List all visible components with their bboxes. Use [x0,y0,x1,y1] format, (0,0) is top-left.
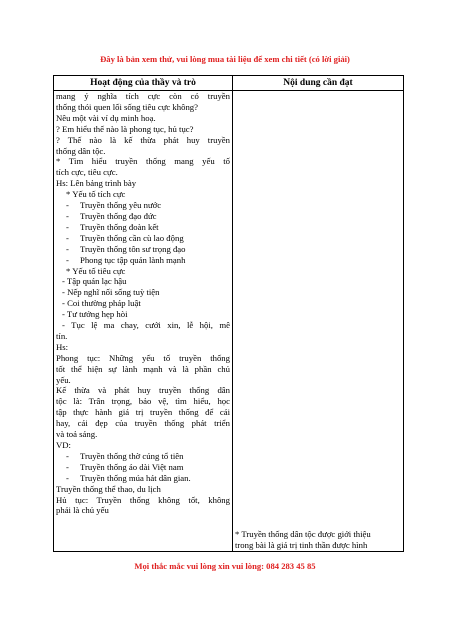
contact-banner: Mọi thắc mắc vui lòng xin vui lòng: 084 283 45 85 [134,561,316,571]
line-text: * Yếu tố tiêu cực [66,265,126,276]
text-line [56,211,230,222]
content-cell [233,91,404,552]
line-text: Truyền thống múa hát dân gian. [80,472,191,483]
text-line [56,484,230,495]
line-text: Truyền thống thờ cúng tổ tiên [80,450,184,461]
line-text: tốt thể hiện sự lành mạnh và là phần chủ [56,363,230,374]
text-line [56,189,230,200]
text-line [56,342,230,353]
text-line [56,418,230,429]
text-line [56,451,230,462]
line-text: tích cực, tiêu cực. [56,167,118,178]
text-line [56,146,230,157]
line-text: Kế thừa và phát huy truyền thống dân [56,385,230,396]
line-text: Truyền thống đạo đức [80,210,157,221]
line-text: * Tìm hiểu truyền thống mang yếu tố [56,156,230,167]
line-text: Truyền thống tôn sư trọng đạo [80,243,186,254]
line-text: Truyền thống đoàn kết [80,221,159,232]
table-row [54,91,404,552]
text-line [56,255,230,266]
text-line [56,505,230,516]
preview-banner: Đây là bản xem thử, vui lòng mua tài liệu để xem chi tiết (có lời giải) [100,54,350,64]
line-text: thống thói quen lối sống tiêu cực không? [56,101,198,112]
text-line [56,200,230,211]
text-line [56,167,230,178]
text-line: trong bài là giá trị tinh thần được hình [235,540,368,551]
line-text: * Yếu tố tích cực [66,189,126,200]
text-line [56,156,230,167]
text-line [56,407,230,418]
line-text: - Nếp nghĩ nối sống tuỳ tiện [62,287,160,298]
line-text: yếu. [56,374,71,385]
bullet-dash: - [66,232,69,243]
bullet-dash: - [66,472,69,483]
line-text: Hủ tục: Truyền thống không tốt, không [56,494,230,505]
line-text: - Tập quán lạc hậu [62,276,127,287]
text-line [56,440,230,451]
line-text: - Tục lệ ma chay, cưới xin, lễ hội, mê [62,320,230,331]
bullet-dash: - [66,461,69,472]
text-line [56,222,230,233]
line-text: Nêu một vài ví dụ minh hoạ. [56,112,156,123]
text-line [56,429,230,440]
line-text: - Coi thường pháp luật [62,298,141,309]
text-line [56,495,230,506]
text-line [56,353,230,364]
text-line [56,462,230,473]
line-text: tín. [56,330,68,341]
text-line [56,113,230,124]
line-text: - Tư tưởng hẹp hòi [62,309,128,320]
text-line [56,91,230,102]
bullet-dash: - [66,450,69,461]
line-text: tập thực hành giá trị truyền thống để cái [56,407,230,418]
line-text: thống dân tộc. [56,145,106,156]
line-text: ? Thế nào là kế thừa phát huy truyền [56,134,230,145]
line-text: và toả sáng. [56,429,98,440]
text-line [56,364,230,375]
text-line [56,309,230,320]
text-line [56,276,230,287]
table-header-row [54,76,404,91]
text-line [56,320,230,331]
text-line [56,178,230,189]
text-line [56,385,230,396]
text-line [56,244,230,255]
bullet-dash: - [66,243,69,254]
text-line [56,298,230,309]
line-text: ? Em hiểu thế nào là phong tục, hủ tục? [56,123,194,134]
line-text: tộc là: Trân trọng, bảo vệ, tìm hiểu, học [56,396,230,407]
text-line [56,331,230,342]
text-line: * Truyền thống dân tộc được giới thiệu [235,529,371,540]
text-line [56,135,230,146]
line-text: Truyền thống cần cù lao động [80,232,184,243]
line-text: Hs: [56,341,69,352]
text-line [56,396,230,407]
text-line [56,473,230,484]
line-text: Phong tục: Những yếu tố truyền thống [56,352,230,363]
line-text: Truyền thống thể thao, du lịch [56,483,161,494]
lesson-table [53,75,404,552]
text-line [56,287,230,298]
line-text: Truyền thống áo dài Việt nam [80,461,184,472]
text-line [56,375,230,386]
text-line [56,233,230,244]
text-line [56,266,230,277]
line-text: Hs: Lên bảng trình bày [56,178,137,189]
line-text: phải là chủ yếu [56,505,109,516]
line-text: mang ý nghĩa tích cực còn có truyền [56,91,230,101]
bullet-dash: - [66,210,69,221]
header-content: Nội dung cần đạt [233,76,404,91]
bullet-dash: - [66,221,69,232]
line-text: hay, cái đẹp của truyền thống phát triển [56,418,230,429]
header-activities: Hoạt động của thầy và trò [54,76,233,91]
line-text: VD: [56,440,71,450]
text-line [56,124,230,135]
activities-cell [54,91,233,552]
bullet-dash: - [66,254,69,265]
line-text: Phong tục tập quán lành mạnh [80,254,186,265]
bullet-dash: - [66,200,69,211]
line-text: Truyền thống yêu nước [80,200,162,211]
content-text [235,529,401,551]
text-line [56,102,230,113]
